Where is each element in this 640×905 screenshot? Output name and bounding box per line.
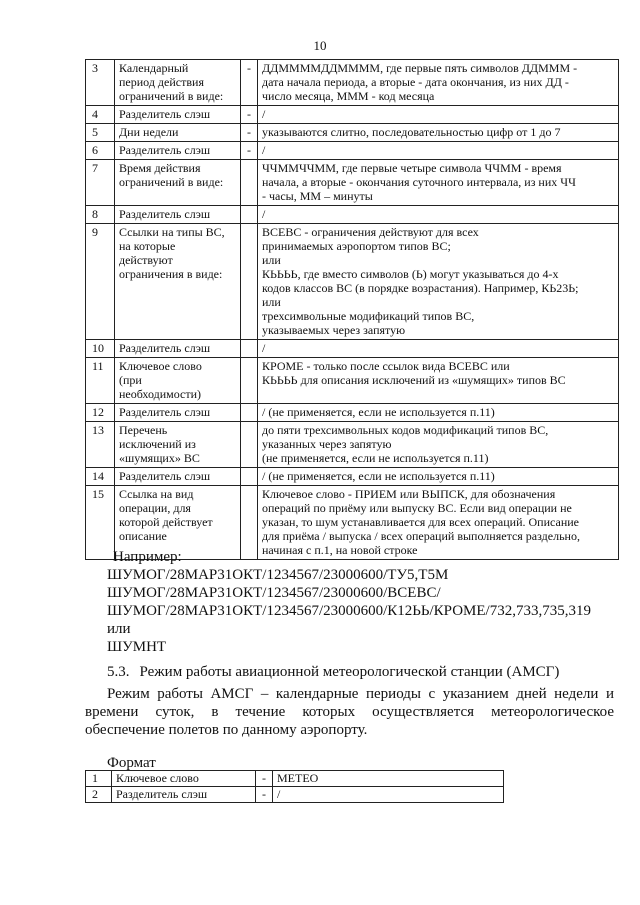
row-name-line: Ключевое слово	[119, 359, 202, 373]
row-number: 2	[86, 787, 112, 803]
row-name-line: период действия	[119, 75, 204, 89]
row-dash: -	[241, 60, 258, 106]
row-number: 10	[86, 340, 115, 358]
table-row	[86, 124, 619, 142]
row-name-line: исключений из	[119, 437, 196, 451]
row-number: 6	[86, 142, 115, 160]
row-description-line: или	[262, 253, 281, 267]
row-description-line: /	[262, 143, 266, 157]
row-dash	[241, 340, 258, 358]
row-name-line: Разделитель слэш	[119, 405, 211, 419]
row-dash: -	[241, 106, 258, 124]
row-dash: -	[241, 124, 258, 142]
table-row	[86, 404, 619, 422]
row-description: /	[273, 787, 504, 803]
example-line: ШУМОГ/28МАР31ОКТ/1234567/23000600/К12ЬЬ/КРОМЕ/732,733,735,319	[107, 603, 591, 619]
row-name-line: Ссылки на типы ВС,	[119, 225, 225, 239]
row-description	[258, 206, 619, 224]
table-row	[86, 358, 619, 404]
row-description-line: число месяца, МММ - код месяца	[262, 89, 435, 103]
row-dash	[241, 224, 258, 340]
row-name-line: на которые	[119, 239, 176, 253]
row-name-line: необходимости)	[119, 387, 202, 401]
row-number: 9	[86, 224, 115, 340]
table-row	[86, 160, 619, 206]
row-description-line: трехсимвольные модификаций типов ВС,	[262, 309, 475, 323]
row-description-line: до пяти трехсимвольных кодов модификаций типов ВС,	[262, 423, 549, 437]
examples-block	[107, 548, 591, 656]
row-description	[258, 358, 619, 404]
row-name-line: Разделитель слэш	[119, 207, 211, 221]
row-name	[115, 468, 241, 486]
table-row	[86, 60, 619, 106]
section-paragraph: Режим работы АМСГ – календарные периоды с указанием дней недели и времени суток, в течение которых осуществляется метеорологическое обеспечение полетов по данному аэропорту.	[85, 686, 614, 738]
row-name	[115, 340, 241, 358]
row-name-line: ограничений в виде:	[119, 175, 224, 189]
row-dash: -	[256, 771, 273, 787]
row-description-line: начиная с п.1, на новой строке	[262, 543, 418, 557]
row-description-line: указываются слитно, последовательностью цифр от 1 до 7	[262, 125, 561, 139]
row-name	[115, 422, 241, 468]
row-name	[115, 358, 241, 404]
table-row	[86, 106, 619, 124]
format-label: Формат	[107, 755, 156, 771]
example-line: ШУМОГ/28МАР31ОКТ/1234567/23000600/ВСЕВС/	[107, 585, 441, 601]
section-number: 5.3.	[107, 664, 130, 680]
row-description-line: дата начала периода, а вторые - дата окончания, из них ДД -	[262, 75, 569, 89]
row-description-line: начала, а вторые - окончания суточного интервала, из них ЧЧ	[262, 175, 576, 189]
table-row	[86, 468, 619, 486]
row-description: МЕТЕО	[273, 771, 504, 787]
row-description-line: /	[262, 107, 266, 121]
row-number: 5	[86, 124, 115, 142]
table-row	[86, 224, 619, 340]
row-name-line: Календарный	[119, 61, 189, 75]
row-name-line: (при	[119, 373, 142, 387]
row-name-line: описание	[119, 529, 167, 543]
row-dash: -	[256, 787, 273, 803]
table-row	[86, 340, 619, 358]
row-description-line: ДДММММДДММММ, где первые пять символов ДДМММ -	[262, 61, 578, 75]
row-description-line: / (не применяется, если не используется п.11)	[262, 405, 495, 419]
row-description	[258, 142, 619, 160]
table-row	[86, 771, 504, 787]
table-row	[86, 787, 504, 803]
row-name-line: ограничения в виде:	[119, 267, 223, 281]
row-name-line: «шумящих» ВС	[119, 451, 200, 465]
row-number: 11	[86, 358, 115, 404]
row-name	[115, 124, 241, 142]
row-description-line: / (не применяется, если не используется п.11)	[262, 469, 495, 483]
row-name	[115, 60, 241, 106]
row-description-line: Ключевое слово - ПРИЕМ или ВЫПСК, для обозначения	[262, 487, 556, 501]
row-number: 4	[86, 106, 115, 124]
example-line: ШУМОГ/28МАР31ОКТ/1234567/23000600/ТУ5,Т5М	[107, 567, 449, 583]
row-name	[115, 160, 241, 206]
format-table-continued	[85, 59, 619, 560]
row-description-line: /	[262, 341, 266, 355]
row-number: 14	[86, 468, 115, 486]
row-number: 13	[86, 422, 115, 468]
example-line: или	[107, 621, 131, 637]
row-name	[115, 206, 241, 224]
row-description-line: КЬЬЬЬ, где вместо символов (Ь) могут указываться до 4-х	[262, 267, 559, 281]
row-description-line: - часы, ММ – минуты	[262, 189, 373, 203]
row-description	[258, 160, 619, 206]
row-number: 3	[86, 60, 115, 106]
row-description-line: (не применяется, если не используется п.11)	[262, 451, 489, 465]
row-name-line: Разделитель слэш	[119, 469, 211, 483]
row-name-line: операции, для	[119, 501, 191, 515]
row-name-line: Дни недели	[119, 125, 179, 139]
row-name-line: Разделитель слэш	[119, 143, 211, 157]
row-description	[258, 224, 619, 340]
row-description-line: указанных через запятую	[262, 437, 392, 451]
row-description-line: КЬЬЬЬ для описания исключений из «шумящих» типов ВС	[262, 373, 566, 387]
row-description	[258, 340, 619, 358]
row-name: Ключевое слово	[112, 771, 256, 787]
row-description-line: принимаемых аэропортом типов ВС;	[262, 239, 451, 253]
row-description-line: /	[262, 207, 266, 221]
row-name-line: Время действия	[119, 161, 201, 175]
row-name-line: Ссылка на вид	[119, 487, 194, 501]
row-dash	[241, 468, 258, 486]
row-description-line: КРОМЕ - только после ссылок вида ВСЕВС или	[262, 359, 510, 373]
row-description	[258, 124, 619, 142]
row-number: 1	[86, 771, 112, 787]
row-name: Разделитель слэш	[112, 787, 256, 803]
row-description	[258, 422, 619, 468]
amsg-format-table	[85, 770, 504, 803]
row-dash	[241, 160, 258, 206]
row-description	[258, 404, 619, 422]
row-number: 7	[86, 160, 115, 206]
row-number: 8	[86, 206, 115, 224]
row-dash	[241, 358, 258, 404]
row-description-line: указываемых через запятую	[262, 323, 406, 337]
row-description-line: операций по приёму или выпуску ВС. Если вид операции не	[262, 501, 572, 515]
row-number: 15	[86, 486, 115, 560]
section-heading	[107, 663, 559, 681]
row-description-line: ВСЕВС - ограничения действуют для всех	[262, 225, 479, 239]
row-number: 12	[86, 404, 115, 422]
row-name-line: действуют	[119, 253, 173, 267]
row-description	[258, 60, 619, 106]
row-description-line: для приёма / выпуска / всех операций выполняется раздельно,	[262, 529, 580, 543]
row-name-line: ограничений в виде:	[119, 89, 224, 103]
row-dash	[241, 404, 258, 422]
row-description-line: ЧЧММЧЧММ, где первые четыре символа ЧЧММ - время	[262, 161, 562, 175]
section-title: Режим работы авиационной метеорологической станции (АМСГ)	[139, 664, 560, 680]
row-name	[115, 142, 241, 160]
row-description-line: кодов классов ВС (в порядке возрастания). Например, КЬ23Ь;	[262, 281, 579, 295]
row-description-line: указан, то шум устанавливается для всех операций. Описание	[262, 515, 579, 529]
row-name	[115, 404, 241, 422]
row-name-line: Перечень	[119, 423, 168, 437]
row-name	[115, 106, 241, 124]
row-name	[115, 224, 241, 340]
table-row	[86, 422, 619, 468]
row-description	[258, 106, 619, 124]
page-number: 10	[313, 38, 327, 53]
row-name-line: Разделитель слэш	[119, 341, 211, 355]
examples-title: Например:	[113, 549, 182, 565]
row-description	[258, 468, 619, 486]
table-row	[86, 142, 619, 160]
row-name-line: Разделитель слэш	[119, 107, 211, 121]
table-row	[86, 206, 619, 224]
example-line: ШУМНТ	[107, 639, 167, 655]
row-description-line: или	[262, 295, 281, 309]
row-name-line: которой действует	[119, 515, 213, 529]
row-dash	[241, 206, 258, 224]
row-dash: -	[241, 142, 258, 160]
row-dash	[241, 422, 258, 468]
